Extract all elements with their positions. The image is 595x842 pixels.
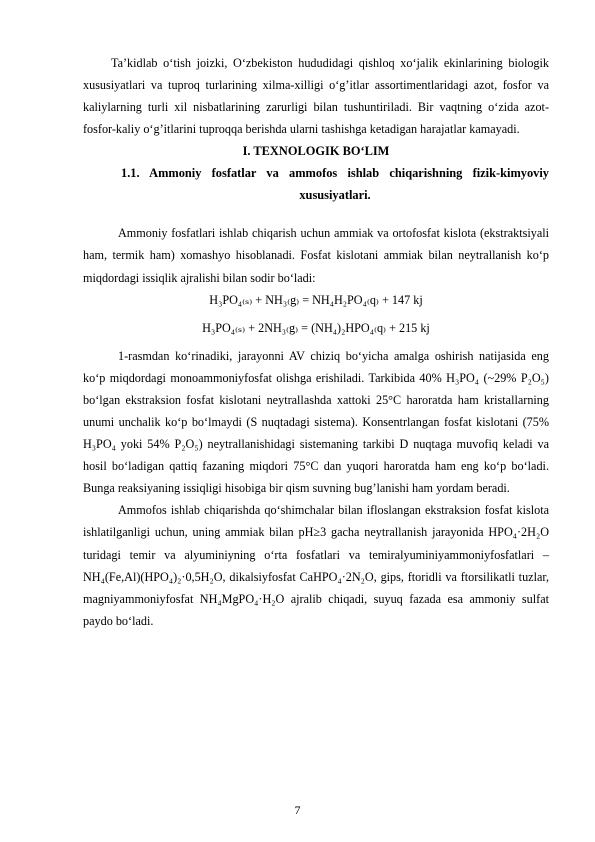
paragraph-raw-materials: Ammoniy fosfatlari ishlab chiqarish uchun ammiak va ortofosfat kislota (ekstraktsiyali ham, termik ham) xomashyo hisoblanadi. Fosfat kislotani ammiak bilan neytrallanish ko‘p miqdordagi issiqlik ajralishi bilan sodir bo‘ladi: bbox=[83, 226, 549, 285]
equation-monoammonium: H₃PO₄₍ₛ₎ + NH₃₍g₎ = NH₄H₂PO₄₍q₎ + 147 kj bbox=[209, 292, 423, 307]
paragraph-impurities: Ammofos ishlab chiqarishda qo‘shimchalar bilan ifloslangan ekstraksion fosfat kislota ishlatilganligi uchun, uning ammiak bilan pH≥3 gacha neytrallanish jarayonida HPO₄·2H₂O turidagi temir va alyuminiyning o‘rta fosfatlari va temiralyuminiyammoniyfosfatlari – NH₄(Fe,Al)(HPO₄)₂·0,5H₂O, dikalsiyfosfat CaHPO₄·2N₂O, gips, ftoridli va ftorsilikatli tuzlar, magniyammoniyfosfat NH₄MgPO₄·H₂O ajralib chiqadi, suyuq fazada esa ammoniy sulfat paydo bo‘ladi. bbox=[83, 503, 549, 628]
page-number: 7 bbox=[294, 803, 301, 817]
equation-diammonium: H₃PO₄₍ₛ₎ + 2NH₃₍g₎ = (NH₄)₂HPO₄₍q₎ + 215 kj bbox=[202, 320, 430, 335]
section-title: 1.1. Ammoniy fosfatlar va ammofos ishlab chiqarishning fizik-kimyoviy xususiyatlari. bbox=[121, 166, 549, 203]
chapter-title: I. TEXNOLOGIK BO‘LIM bbox=[242, 144, 390, 159]
text-column bbox=[83, 52, 549, 632]
paragraph-diagram: 1-rasmdan ko‘rinadiki, jarayonni AV chiziq bo‘yicha amalga oshirish natijasida eng ko‘p miqdordagi monoammoniyfosfat olishga erishiladi. Tarkibida 40% H₃PO₄ (~29% P₂O₅) bo‘lgan ekstraksion fosfat kislotani neytrallashda xattoki 25°C haroratda ham kristallarning unumi unchalik ko‘p bo‘lmaydi (S nuqtadagi sistema). Konsentrlangan fosfat kislotani (75% H₃PO₄ yoki 54% P₂O₅) neytrallanishidagi sistemaning tarkibi D nuqtaga muvofiq keladi va hosil bo‘ladigan qattiq fazaning miqdori 75°C dan yuqori haroratda ham eng ko‘p bo‘ladi. Bunga reaksiyaning issiqligi hisobiga bir qism suvning bug’lanishi ham yordam beradi. bbox=[83, 348, 549, 496]
intro-paragraph: Ta’kidlab o‘tish joizki, O‘zbekiston hududidagi qishloq xo‘jalik ekinlarining biologik xususiyatlari va tuproq turlarining xilma-xilligi o‘g’itlar assortimentlaridagi azot, fosfor va kaliylarning turli xil nisbatlarining zarurligi bilan tushuntiriladi. Bir vaqtning o‘zida azot-fosfor-kaliy o‘g’itlarini tuproqqa berishda ularni tashishga ketadigan harajatlar kamayadi. bbox=[83, 56, 549, 137]
